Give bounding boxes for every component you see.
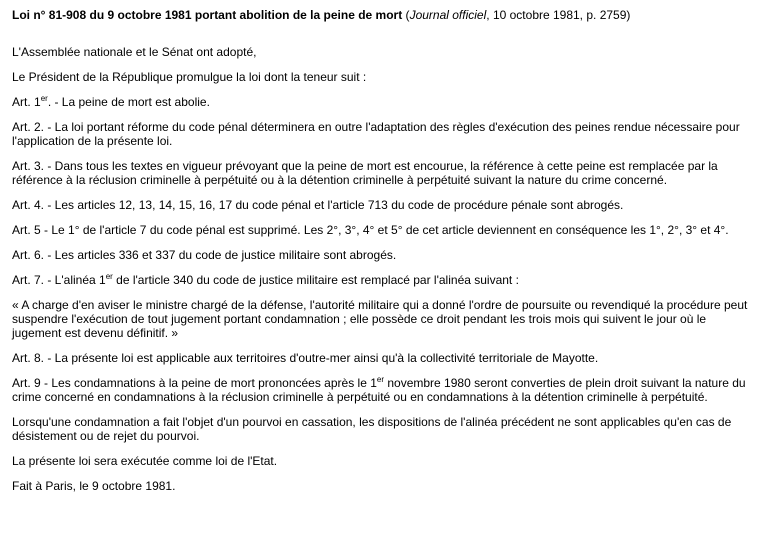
closing-signature: Fait à Paris, le 9 octobre 1981. (12, 479, 176, 493)
article-6: Art. 6. - Les articles 336 et 337 du code de justice militaire sont abrogés. (12, 248, 397, 262)
article-9-prefix: Art. 9 - Les condamnations à la peine de mort prononcées après le 1 (12, 376, 377, 390)
article-1-superscript: er (40, 94, 48, 103)
title-paren-open: ( (402, 8, 410, 22)
article-1-prefix: Art. 1 (12, 95, 41, 109)
article-1-text: . - La peine de mort est abolie. (47, 95, 210, 109)
document-title (12, 8, 748, 22)
article-3: Art. 3. - Dans tous les textes en vigueur prévoyant que la peine de mort est encourue, la référence à cette peine est remplacée par la référence à la réclusion criminelle à perpétuité ou à la détention criminelle à perpétuité suivant la nature du crime concerné. (12, 159, 718, 187)
article-9 (12, 376, 748, 404)
article-7 (12, 273, 748, 287)
article-9-superscript: er (376, 375, 385, 384)
preamble-adopted: L'Assemblée nationale et le Sénat ont adopté, (12, 45, 257, 59)
article-7-prefix: Art. 7. - L'alinéa 1 (12, 273, 106, 287)
article-2: Art. 2. - La loi portant réforme du code pénal déterminera en outre l'adaptation des règles d'exécution des peines rendue nécessaire pour l'application de la présente loi. (12, 120, 740, 148)
article-7-quoted-paragraph: « A charge d'en aviser le ministre chargé de la défense, l'autorité militaire qui a donné l'ordre de poursuite ou revendiqué la procédure peut suspendre l'exécution de tout jugement portant condamnation ; elle possède ce droit pendant les trois mois qui suivent le jour où le jugement est devenu définitif. » (12, 298, 748, 340)
title-publication-ref: , 10 octobre 1981, p. 2759) (486, 8, 631, 22)
preamble-promulgation: Le Président de la République promulgue la loi dont la teneur suit : (12, 70, 367, 84)
article-8: Art. 8. - La présente loi est applicable aux territoires d'outre-mer ainsi qu'à la collectivité territoriale de Mayotte. (12, 351, 599, 365)
article-4: Art. 4. - Les articles 12, 13, 14, 15, 16, 17 du code pénal et l'article 713 du code de procédure pénale sont abrogés. (12, 198, 624, 212)
article-5: Art. 5 - Le 1° de l'article 7 du code pénal est supprimé. Les 2°, 3°, 4° et 5° de cet article deviennent en conséquence les 1°, 2°, 3° et 4°. (12, 223, 729, 237)
article-9-text: novembre 1980 seront converties de plein droit suivant la nature du crime concerné en condamnations à la réclusion criminelle à perpétuité ou en condamnations à la détention criminelle à perpétuité. (12, 376, 746, 404)
title-main: Loi n° 81-908 du 9 octobre 1981 portant abolition de la peine de mort (12, 8, 403, 22)
title-journal: Journal officiel (409, 8, 487, 22)
article-7-text: de l'article 340 du code de justice militaire est remplacé par l'alinéa suivant : (112, 273, 519, 287)
article-1 (12, 95, 748, 109)
article-7-superscript: er (105, 272, 113, 281)
closing-execution: La présente loi sera exécutée comme loi de l'Etat. (12, 454, 278, 468)
article-9-followup: Lorsqu'une condamnation a fait l'objet d'un pourvoi en cassation, les dispositions de l'alinéa précédent ne sont applicables qu'en cas de désistement ou de rejet du pourvoi. (12, 415, 732, 443)
